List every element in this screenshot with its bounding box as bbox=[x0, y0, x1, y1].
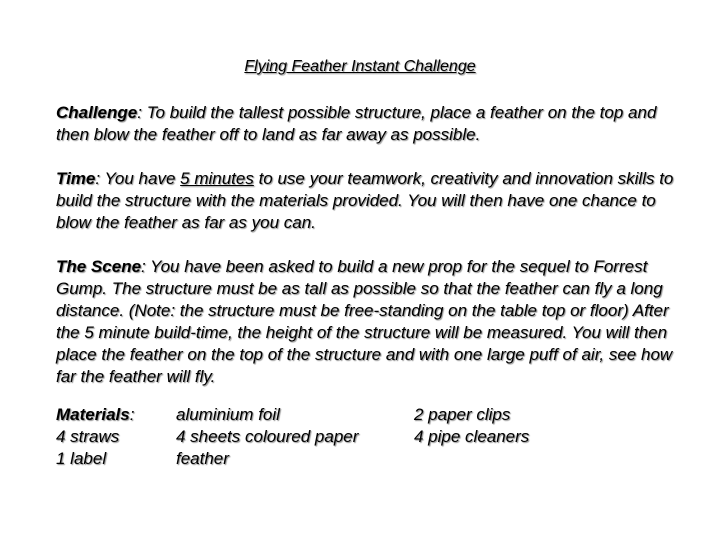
materials-column-2 bbox=[176, 404, 358, 470]
challenge-paragraph bbox=[56, 102, 686, 146]
time-emphasis: 5 minutes bbox=[180, 169, 254, 188]
materials-item: 4 sheets coloured paper bbox=[176, 427, 359, 446]
materials-item: 4 pipe cleaners bbox=[414, 427, 530, 446]
materials-heading bbox=[56, 404, 134, 426]
materials-item: 1 label bbox=[56, 449, 107, 468]
challenge-text: : To build the tallest possible structure, place a feather on the top and then blow the feather off to land as far away as possible. bbox=[56, 103, 657, 144]
challenge-label: Challenge bbox=[56, 103, 138, 122]
materials-label: Materials bbox=[56, 405, 130, 424]
time-text-before: : You have bbox=[95, 169, 181, 188]
scene-text: : You have been asked to build a new prop for the sequel to Forrest Gump. The structure must be as tall as possible so that the feather can fly a long distance. (Note: the structure must be free-standing on the table top or floor) After the 5 minute build-time, the height of the structure will be measured. You will then place the feather on the top of the structure and with one large puff of air, see how far the feather will fly. bbox=[56, 257, 673, 386]
time-label: Time bbox=[56, 169, 96, 188]
scene-paragraph bbox=[56, 256, 686, 388]
materials-column-1 bbox=[56, 404, 134, 470]
time-text-after: to use your teamwork, creativity and innovation skills to build the structure with the materials provided. You will then have one chance to blow the feather as far as you can. bbox=[56, 169, 674, 232]
materials-item: 4 straws bbox=[56, 427, 120, 446]
materials-item: aluminium foil bbox=[176, 405, 280, 424]
materials-item: 2 paper clips bbox=[414, 405, 511, 424]
scene-label: The Scene bbox=[56, 257, 142, 276]
materials-item: feather bbox=[176, 449, 229, 468]
materials-colon: : bbox=[129, 405, 135, 424]
page-title: Flying Feather Instant Challenge bbox=[244, 58, 476, 75]
materials-column-3 bbox=[414, 404, 529, 448]
time-paragraph bbox=[56, 168, 686, 234]
